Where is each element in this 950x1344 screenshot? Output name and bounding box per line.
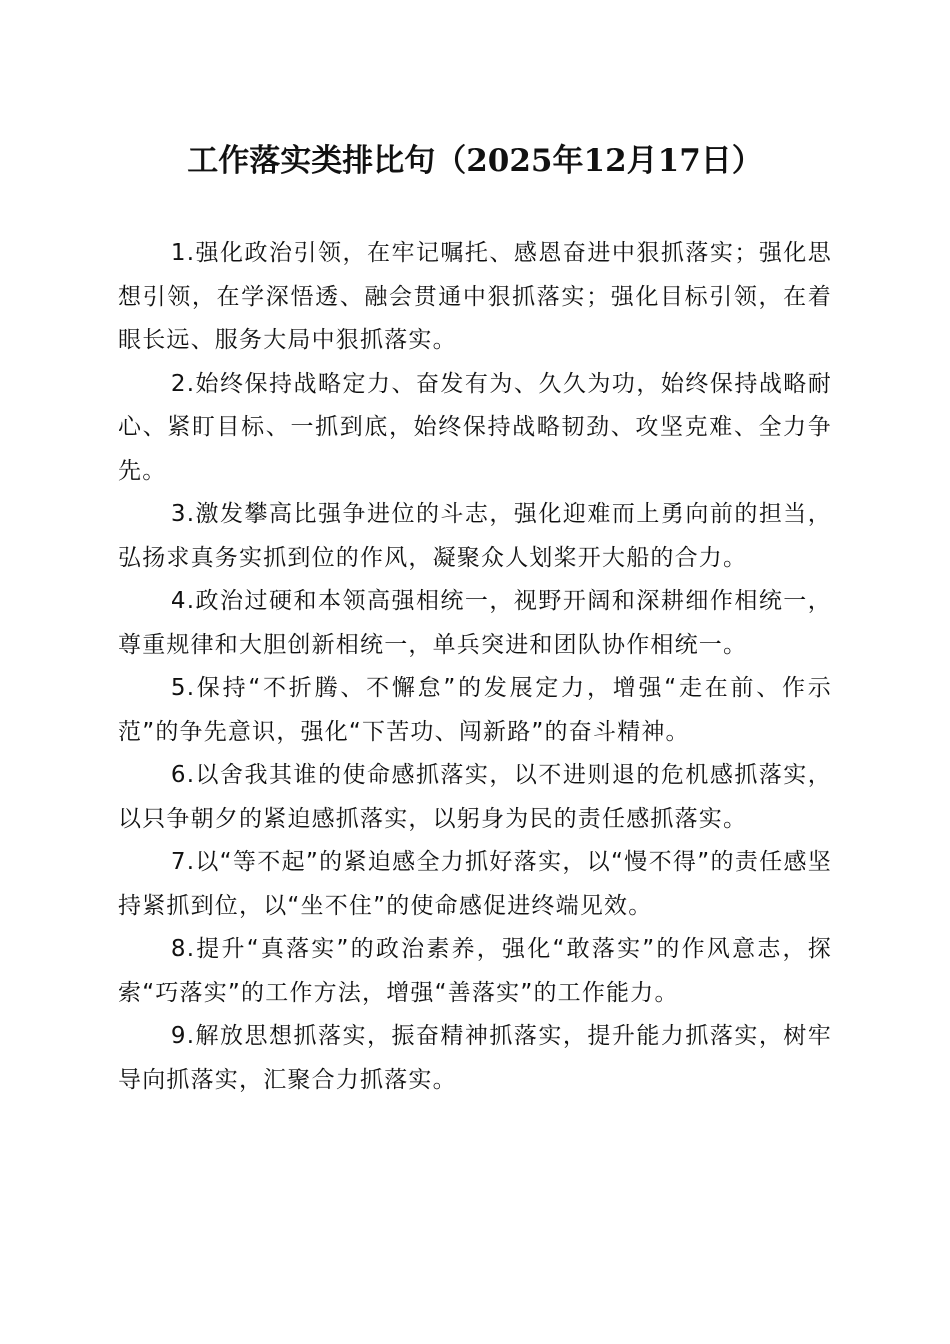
paragraph-9: 9.解放思想抓落实，振奋精神抓落实，提升能力抓落实，树牢导向抓落实，汇聚合力抓落实。 xyxy=(118,1023,832,1093)
paragraph-7: 7.以“等不起”的紧迫感全力抓好落实，以“慢不得”的责任感坚持紧抓到位，以“坐不住”的使命感促进终端见效。 xyxy=(118,849,832,919)
document-body xyxy=(118,232,832,1102)
paragraph-1: 1.强化政治引领，在牢记嘱托、感恩奋进中狠抓落实；强化思想引领，在学深悟透、融会贯通中狠抓落实；强化目标引领，在着眼长远、服务大局中狠抓落实。 xyxy=(118,240,832,353)
paragraph-6: 6.以舍我其谁的使命感抓落实，以不进则退的危机感抓落实，以只争朝夕的紧迫感抓落实，以躬身为民的责任感抓落实。 xyxy=(118,762,832,832)
paragraph-3: 3.激发攀高比强争进位的斗志，强化迎难而上勇向前的担当，弘扬求真务实抓到位的作风，凝聚众人划桨开大船的合力。 xyxy=(118,501,832,571)
paragraph-4: 4.政治过硬和本领高强相统一，视野开阔和深耕细作相统一，尊重规律和大胆创新相统一，单兵突进和团队协作相统一。 xyxy=(118,588,832,658)
paragraph-2: 2.始终保持战略定力、奋发有为、久久为功，始终保持战略耐心、紧盯目标、一抓到底，始终保持战略韧劲、攻坚克难、全力争先。 xyxy=(118,370,832,484)
page-title: 工作落实类排比句（2025年12月17日） xyxy=(187,143,763,179)
paragraph-8: 8.提升“真落实”的政治素养，强化“敢落实”的作风意志，探索“巧落实”的工作方法，增强“善落实”的工作能力。 xyxy=(118,936,832,1006)
paragraph-5: 5.保持“不折腾、不懈怠”的发展定力，增强“走在前、作示范”的争先意识，强化“下苦功、闯新路”的奋斗精神。 xyxy=(118,675,832,745)
